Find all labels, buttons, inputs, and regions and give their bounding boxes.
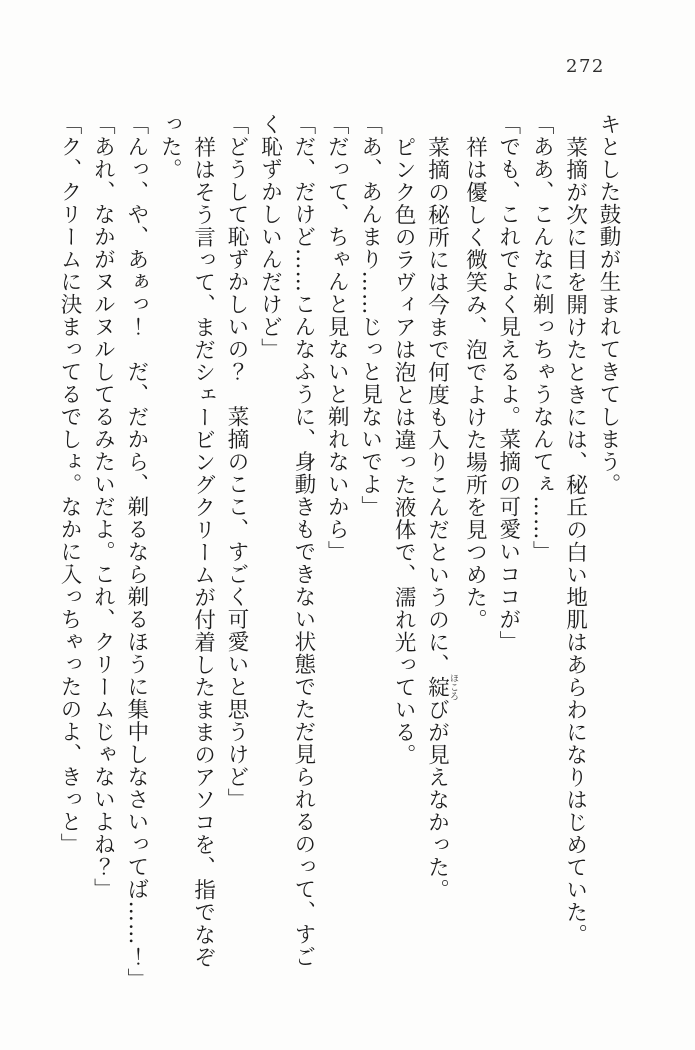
furigana-text: ほころ bbox=[447, 673, 458, 701]
page-number: 272 bbox=[566, 56, 605, 77]
text-column: ピンク色のラヴィアは泡とは違った液体で、濡れ光っている。 bbox=[391, 135, 417, 766]
text-column: 菜摘の秘所には今まで何度も入りこんだというのに、綻ほころびが見えなかった。 bbox=[424, 135, 458, 901]
text-column: 「ク、クリームに決まってるでしょ。なかに入っちゃったのよ、きっと」 bbox=[57, 113, 82, 856]
furigana-ruby: 綻ほころ bbox=[424, 673, 458, 701]
text-column: 「だって、ちゃんと見ないと剃れないから」 bbox=[324, 113, 350, 563]
text-column: 菜摘が次に目を開けたときには、秘丘の白い地肌はあらわになりはじめていた。 bbox=[562, 135, 588, 946]
text-column: く恥ずかしいんだけど」 bbox=[257, 113, 283, 361]
text-column: った。 bbox=[157, 113, 183, 181]
text-column: 祥は優しく微笑み、泡でよけた場所を見つめた。 bbox=[462, 135, 488, 631]
text-block bbox=[53, 113, 625, 1003]
text-column: 「ああ、こんなに剃っちゃうなんてぇ……」 bbox=[529, 113, 555, 563]
text-column: 「あれ、なかがヌルヌルしてるみたいだよ。これ、クリームじゃないよね？」 bbox=[90, 113, 116, 901]
text-column: 「どうして恥ずかしいの？ 菜摘のここ、すごく可愛いと思うけど」 bbox=[224, 113, 250, 811]
text-column: 「でも、これでよく見えるよ。菜摘の可愛いココが」 bbox=[495, 113, 521, 653]
text-column: キとした鼓動が生まれてきてしまう。 bbox=[596, 113, 621, 496]
text-column: 「だ、だけど……こんなふうに、身動きもできない状態でただ見られるのって、すご bbox=[290, 113, 316, 968]
text-column: 祥はそう言って、まだシェービングクリームが付着したままのアソコを、指でなぞ bbox=[190, 135, 216, 968]
text-column: 「んっ、や、あぁっ！ だ、だから、剃るなら剃るほうに集中しなさいってば……！」 bbox=[123, 113, 149, 991]
text-column: 「あ、あんまり……じっと見ないでよ」 bbox=[357, 113, 383, 518]
